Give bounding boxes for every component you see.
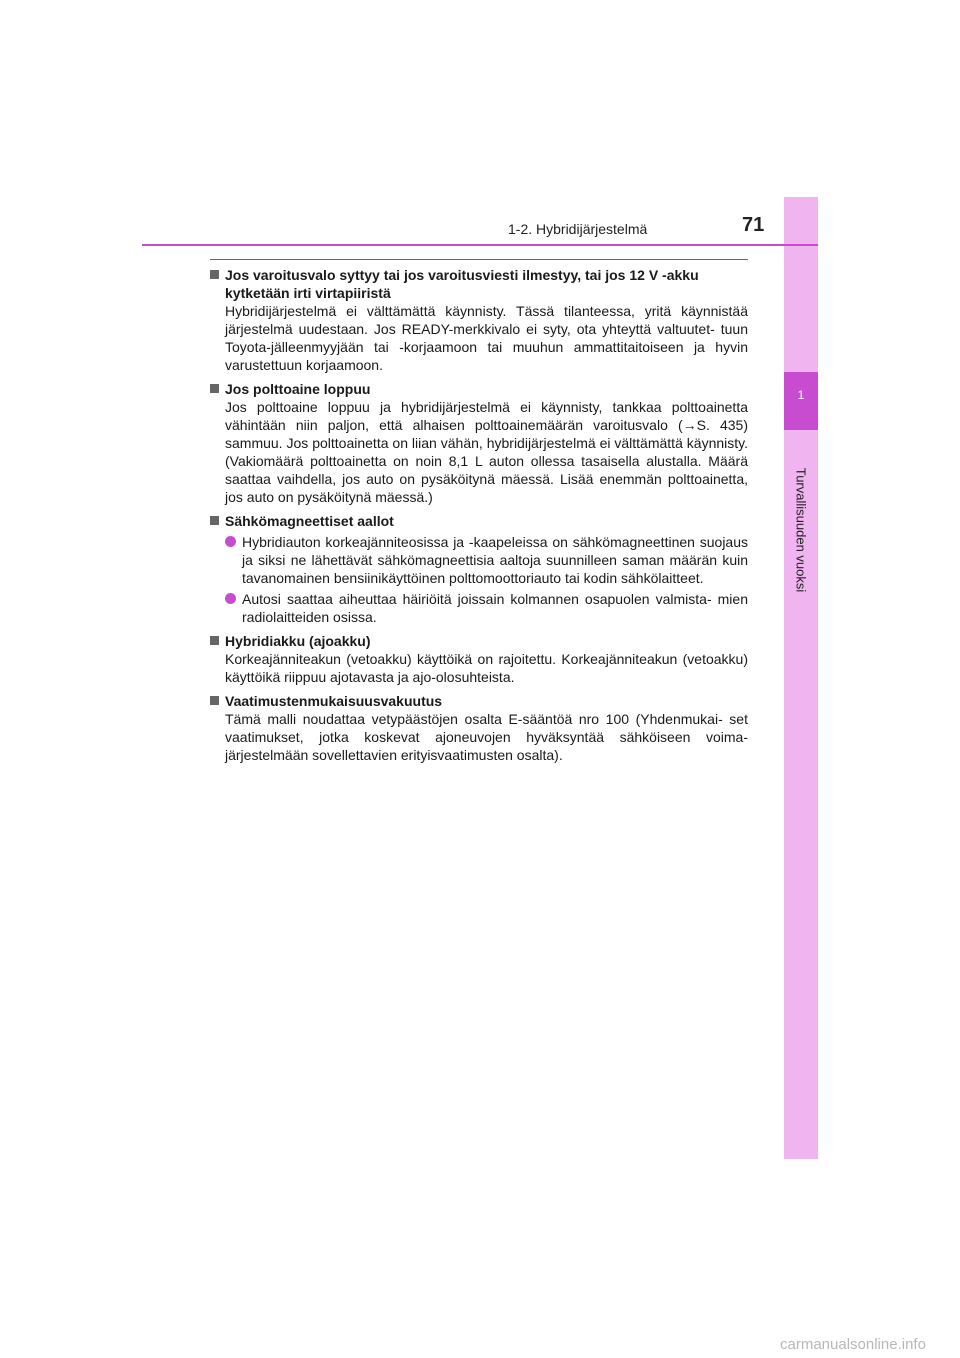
item-warning-light	[210, 266, 748, 374]
item-body: Jos polttoaine loppuu ja hybridijärjestelmä ei käynnisty, tankkaa polttoainetta vähintään niin paljon, että alhaisen polttoainemäärän varoitusvalo (→S. 435) sammuu. Jos polttoainetta on liian vähän, hybridijärjestelmä ei välttämättä käynnisty. (Vakiomäärä polttoainetta on noin 8,1 L auton ollessa tasaisella alustalla. Määrä saattaa vaihdella, jos auto on pysäköitynä mäessä. Lisää enemmän polttoainetta, jos auto on pysäköitynä mäessä.)	[225, 399, 748, 505]
item-title: Jos polttoaine loppuu	[225, 381, 371, 397]
item-em-waves	[210, 512, 748, 626]
item-fuel-empty	[210, 380, 748, 506]
chapter-title: Turvallisuuden vuoksi	[793, 467, 809, 593]
circle-bullet-icon	[225, 536, 236, 547]
item-body: Hybridijärjestelmä ei välttämättä käynnisty. Tässä tilanteessa, yritä käynnistää järjestelmä uudestaan. Jos READY-merkkivalo ei syty, ota yhteyttä valtuutet- tuun Toyota-jälleenmyyjään tai -korjaamoon tai muuhun ammattitaitoiseen ja hyvin varustettuun korjaamoon.	[225, 303, 748, 373]
square-bullet-icon	[210, 516, 219, 525]
list-item	[225, 533, 748, 587]
watermark: carmanualsonline.info	[780, 1336, 926, 1353]
square-bullet-icon	[210, 636, 219, 645]
item-title: Sähkömagneettiset aallot	[225, 513, 394, 529]
item-body: Korkeajänniteakun (vetoakku) käyttöikä on rajoitettu. Korkeajänniteakun (vetoakku) käyttöikä riippuu ajotavasta ja ajo-olosuhteista.	[225, 651, 748, 685]
item-title: Jos varoitusvalo syttyy tai jos varoitusviesti ilmestyy, tai jos 12 V -akku kytketään irti virtapiiristä	[225, 267, 699, 301]
square-bullet-icon	[210, 270, 219, 279]
item-title: Vaatimustenmukaisuusvakuutus	[225, 693, 443, 709]
page-content	[210, 266, 748, 770]
item-hybrid-battery	[210, 632, 748, 686]
item-body: Tämä malli noudattaa vetypäästöjen osalta E-sääntöä nro 100 (Yhdenmukai- set vaatimukset, jotka koskevat ajoneuvojen hyväksyntää sähköiseen voima- järjestelmään sovellettavien erityisvaatimusten osalta).	[225, 711, 748, 763]
circle-bullet-icon	[225, 593, 236, 604]
chapter-side-tab	[784, 197, 818, 1159]
item-conformity	[210, 692, 748, 764]
square-bullet-icon	[210, 384, 219, 393]
item-title: Hybridiakku (ajoakku)	[225, 633, 371, 649]
square-bullet-icon	[210, 696, 219, 705]
page-number: 71	[742, 214, 765, 236]
header-section-title: 1-2. Hybridijärjestelmä	[508, 221, 648, 237]
chapter-number: 1	[797, 388, 805, 402]
list-item	[225, 590, 748, 626]
content-top-rule	[210, 259, 748, 260]
header-rule	[142, 244, 818, 246]
bullet-text: Autosi saattaa aiheuttaa häiriöitä joissain kolmannen osapuolen valmista- mien radiolaitteiden osissa.	[242, 591, 748, 625]
bullet-text: Hybridiauton korkeajänniteosissa ja -kaapeleissa on sähkömagneettinen suojaus ja siksi ne lähettävät sähkömagneettisia aaltoja suunnilleen saman määrän kuin tavanomainen bensiinikäyttöinen polttomoottoriauto tai kodin sähkölaitteet.	[242, 534, 748, 586]
